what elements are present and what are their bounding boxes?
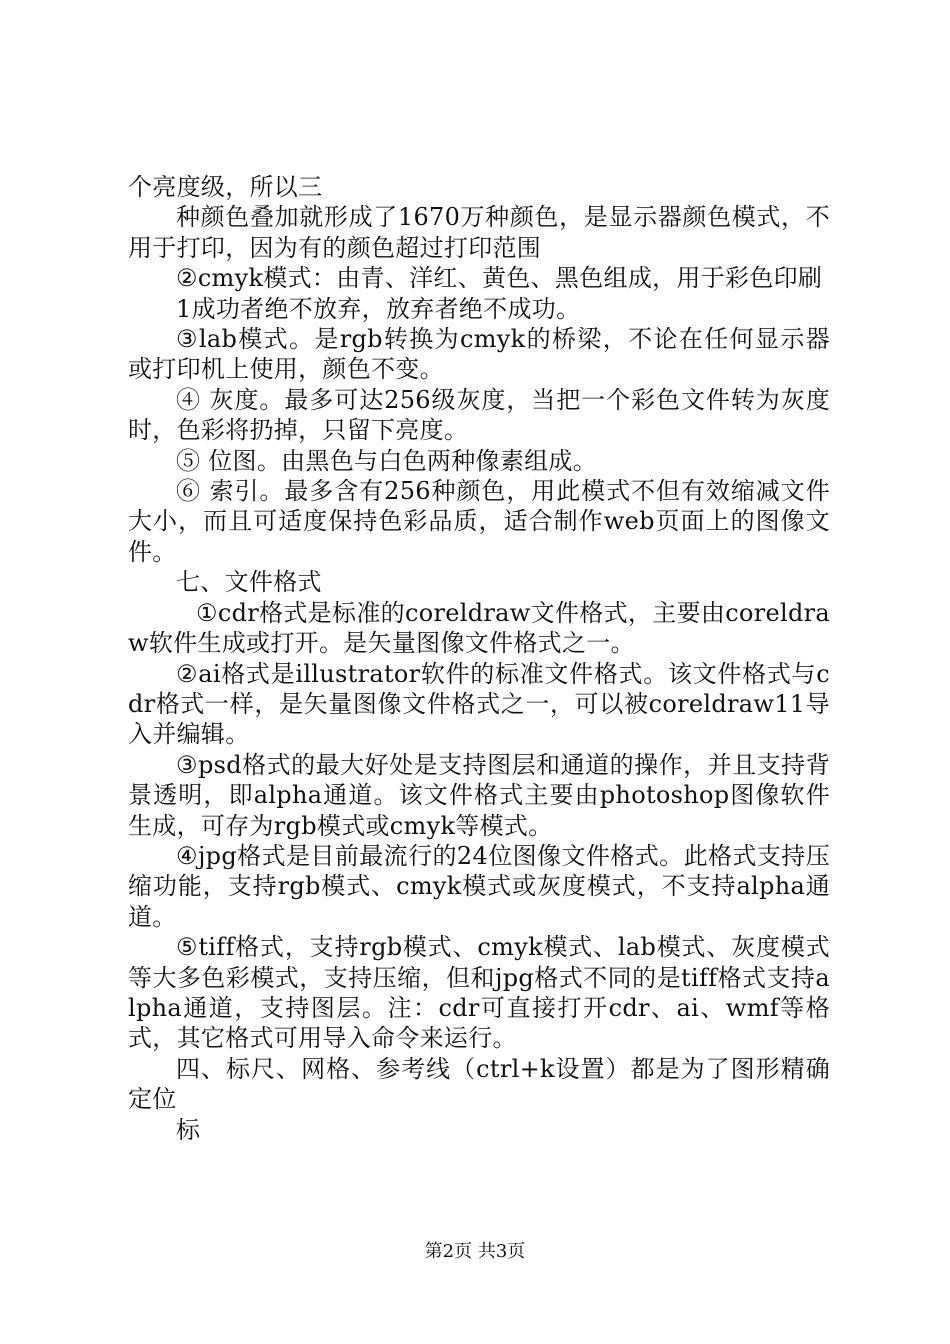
paragraph-jpg-format: ④jpg格式是目前最流行的24位图像文件格式。此格式支持压缩功能，支持rgb模式、cmyk模式或灰度模式，不支持alpha通道。 [128, 841, 830, 931]
paragraph-cmyk-mode: ②cmyk模式：由青、洋红、黄色、黑色组成，用于彩色印刷 [176, 264, 823, 293]
paragraph-bitmap-mode: ⑤ 位图。由黑色与白色两种像素组成。 [176, 446, 598, 475]
paragraph-rgb-mode: 种颜色叠加就形成了1670万种颜色，是显示器颜色模式，不用于打印，因为有的颜色超过打印范围 [128, 203, 830, 262]
paragraph-motto: 1成功者绝不放弃，放弃者绝不成功。 [176, 294, 581, 323]
paragraph-cdr-format: ①cdr格式是标准的coreldraw文件格式，主要由coreldraw软件生成或打开。是矢量图像文件格式之一。 [128, 598, 830, 658]
document-body [128, 172, 830, 1145]
paragraph-indexed-mode: ⑥ 索引。最多含有256种颜色，用此模式不但有效缩减文件大小，而且可适度保持色彩品质，适合制作web页面上的图像文件。 [128, 477, 830, 566]
paragraph-brightness-fragment: 个亮度级，所以三 [128, 173, 323, 201]
paragraph-grayscale-mode: ④ 灰度。最多可达256级灰度，当把一个彩色文件转为灰度时，色彩将扔掉，只留下亮度。 [128, 385, 830, 445]
paragraph-lab-mode: ③lab模式。是rgb转换为cmyk的桥梁，不论在任何显示器或打印机上使用，颜色不变。 [128, 325, 830, 384]
page-footer: 第2页 共3页 [424, 1241, 526, 1262]
paragraph-tiff-format: ⑤tiff格式，支持rgb模式、cmyk模式、lab模式、灰度模式等大多色彩模式，支持压缩，但和jpg格式不同的是tiff格式支持alpha通道，支持图层。注：cdr可直接打开cdr、ai、wmf等格式，其它格式可用导入命令来运行。 [128, 933, 830, 1053]
section-heading-file-formats: 七、文件格式 [176, 568, 322, 597]
section-heading-rulers-grid: 四、标尺、网格、参考线（ctrl+k设置）都是为了图形精确定位 [128, 1054, 830, 1114]
paragraph-ai-format: ②ai格式是illustrator软件的标准文件格式。该文件格式与cdr格式一样，是矢量图像文件格式之一，可以被coreldraw11导入并编辑。 [128, 659, 830, 749]
paragraph-ruler-fragment: 标 [176, 1115, 201, 1144]
paragraph-psd-format: ③psd格式的最大好处是支持图层和通道的操作，并且支持背景透明，即alpha通道。该文件格式主要由photoshop图像软件生成，可存为rgb模式或cmyk等模式。 [128, 750, 830, 840]
